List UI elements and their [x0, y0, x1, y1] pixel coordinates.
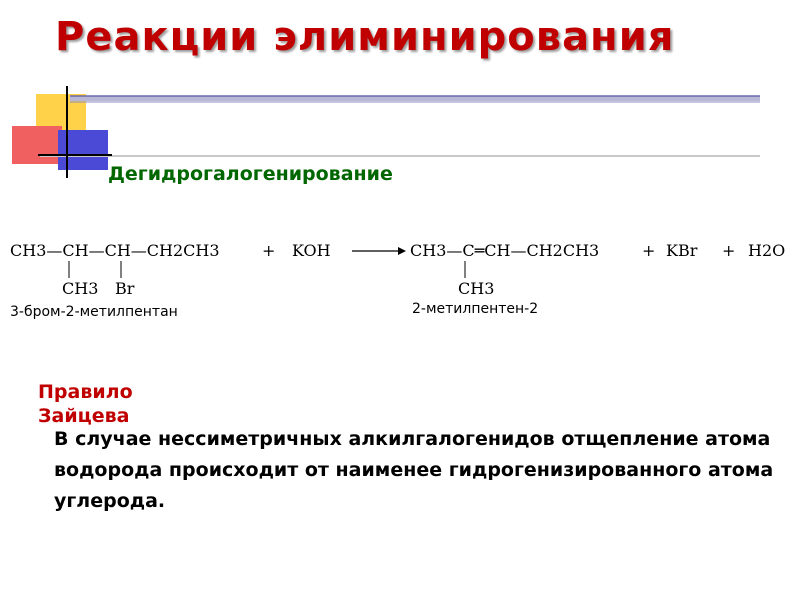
- deco-blue-square: [58, 130, 108, 170]
- reactant-substituent-br: Br: [115, 279, 135, 298]
- plus-sign-2: +: [642, 241, 656, 260]
- product-substituent-ch3: CH3: [458, 279, 495, 298]
- deco-red-square: [12, 126, 62, 164]
- product-formula: CH3—C═CH—CH2CH3: [410, 241, 600, 260]
- plus-sign-3: +: [722, 241, 736, 260]
- rule-title: Правило Зайцева: [38, 381, 133, 427]
- reaction-equation: [0, 228, 800, 328]
- slide-title: Реакции элиминирования: [55, 14, 675, 60]
- rule-text: В случае нессиметричных алкилгалогенидов отщепление атома водорода происходит от наименее гидрогенизированного атома углерода.: [54, 428, 774, 512]
- reagent-koh: KOH: [292, 241, 331, 260]
- reactant-substituent-ch3: CH3: [62, 279, 99, 298]
- subtitle: Дегидрогалогенирование: [108, 163, 393, 185]
- reactant-name: 3-бром-2-метилпентан: [10, 304, 178, 320]
- plus-sign: +: [262, 241, 276, 260]
- byproduct-kbr: KBr: [666, 241, 698, 260]
- byproduct-water: H2O: [748, 241, 786, 260]
- reaction-arrow-head: [398, 247, 406, 255]
- product-name: 2-метилпентен-2: [412, 301, 539, 317]
- reactant-formula: CH3—CH—CH—CH2CH3: [10, 241, 220, 260]
